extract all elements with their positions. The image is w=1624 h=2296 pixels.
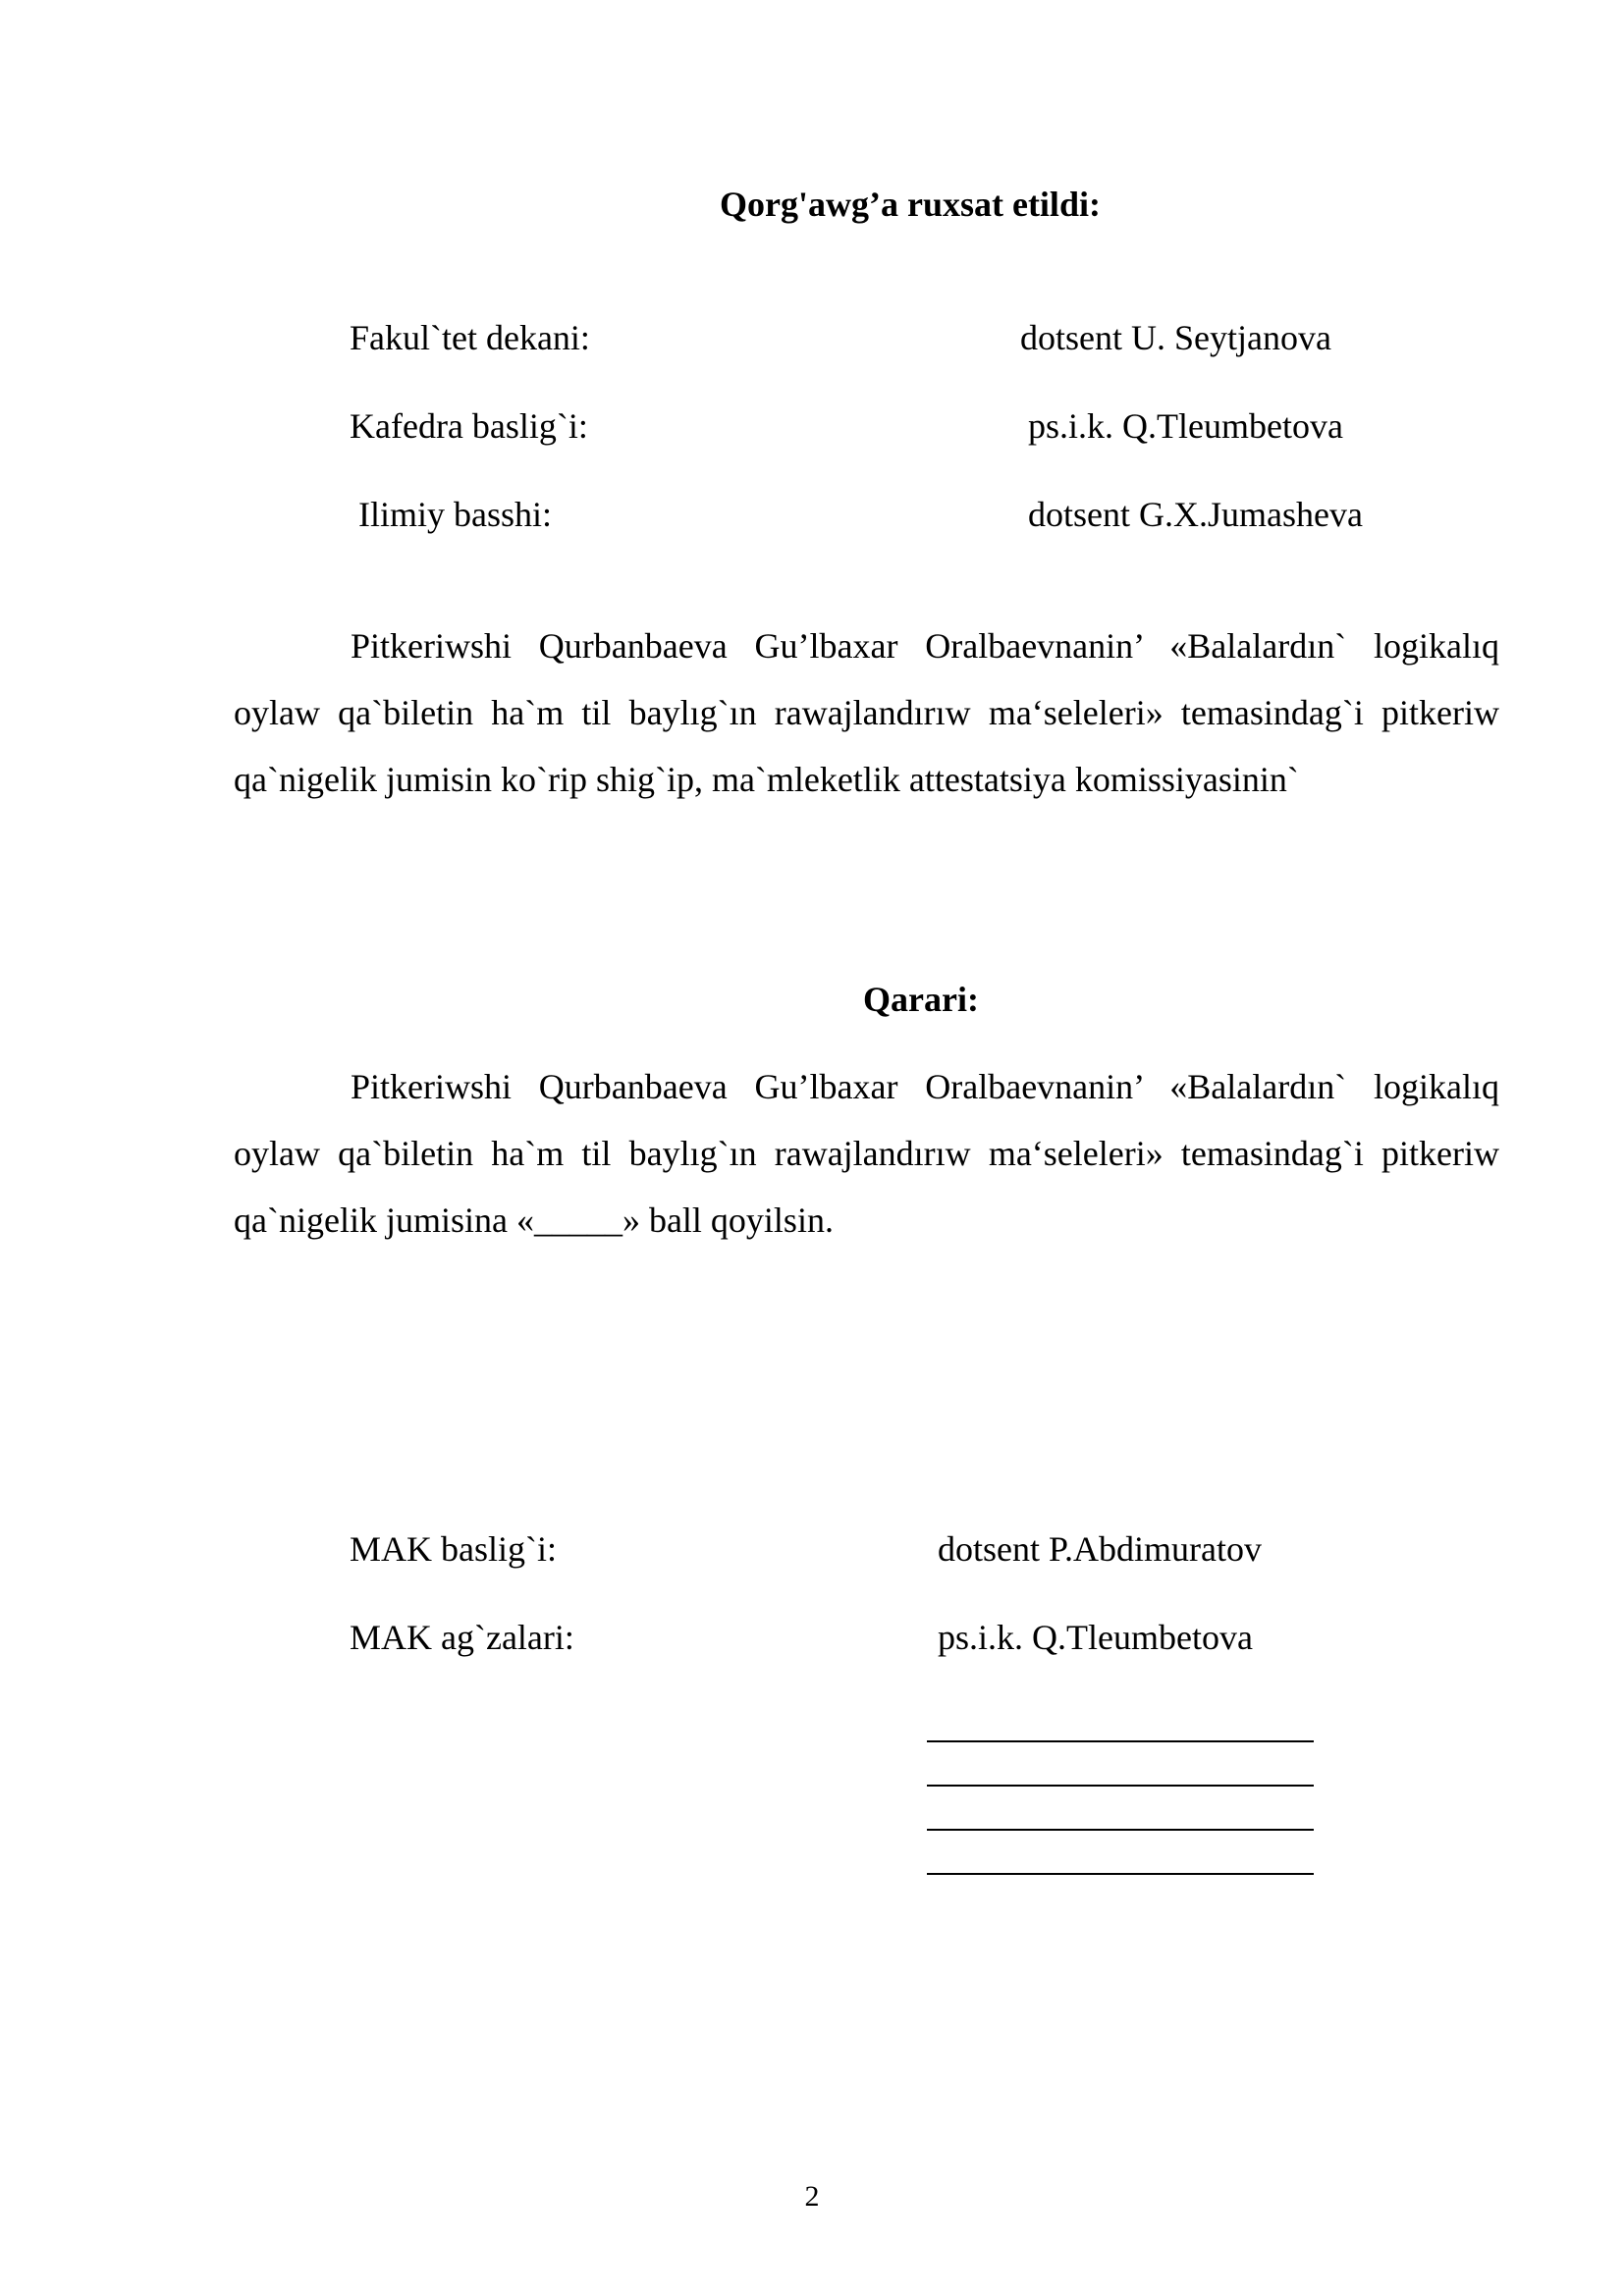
page-number: 2: [804, 2180, 820, 2213]
approval-role: Ilimiy basshi:: [358, 495, 552, 534]
approval-heading: Qorg'awg’a ruxsat etildi:: [720, 185, 1101, 224]
signature-blank-line: [927, 1785, 1314, 1787]
commission-role: MAK baslig`i:: [350, 1529, 557, 1569]
signature-blank-line: [927, 1829, 1314, 1831]
approval-name: dotsent G.X.Jumasheva: [1028, 495, 1363, 534]
signature-blank-line: [927, 1740, 1314, 1742]
approval-name: dotsent U. Seytjanova: [1020, 318, 1331, 357]
intro-paragraph: [234, 613, 1499, 813]
decision-heading: Qarari:: [863, 980, 979, 1019]
approval-role: Fakul`tet dekani:: [350, 318, 590, 357]
approval-role: Kafedra baslig`i:: [350, 406, 588, 446]
commission-name: dotsent P.Abdimuratov: [938, 1529, 1262, 1569]
decision-paragraph: [234, 1053, 1499, 1254]
commission-role: MAK ag`zalari:: [350, 1618, 574, 1657]
commission-name: ps.i.k. Q.Tleumbetova: [938, 1618, 1253, 1657]
decision-paragraph-text: Pitkeriwshi Qurbanbaeva Gu’lbaxar Oralbaevnanin’ «Balalardın` logikalıq oylaw qa`biletin ha`m til baylıg`ın rawajlandırıw ma‘seleleri» temasindag`i pitkeriw qa`nigelik jumisina «_____» ball qoyilsin.: [234, 1067, 1499, 1240]
approval-name: ps.i.k. Q.Tleumbetova: [1028, 406, 1343, 446]
intro-paragraph-text: Pitkeriwshi Qurbanbaeva Gu’lbaxar Oralbaevnanin’ «Balalardın` logikalıq oylaw qa`biletin ha`m til baylıg`ın rawajlandırıw ma‘seleleri» temasindag`i pitkeriw qa`nigelik jumisin ko`rip shig`ip, ma`mleketlik attestatsiya komissiyasinin`: [234, 626, 1499, 799]
signature-blank-line: [927, 1873, 1314, 1875]
